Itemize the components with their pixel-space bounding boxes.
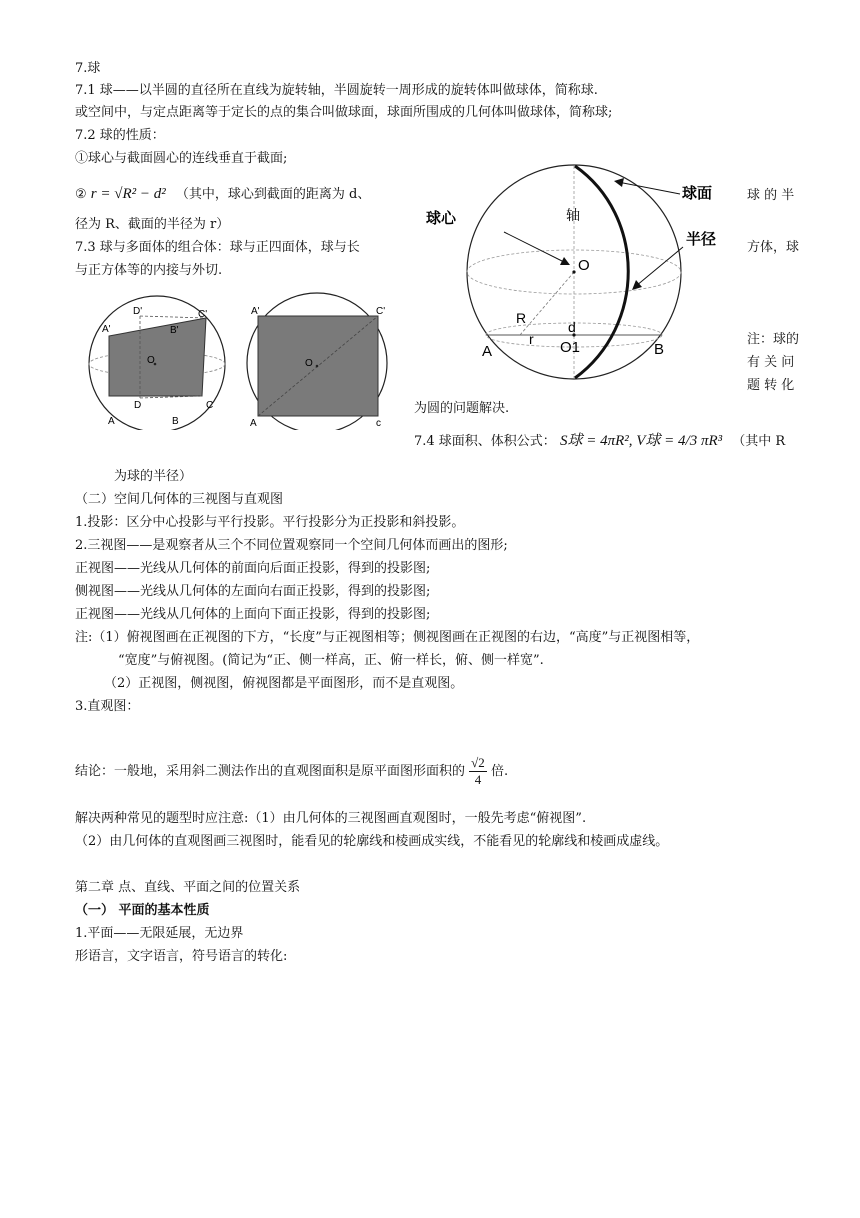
arrow-to-radius [636,247,683,286]
text-line: 3.直观图： [75,699,140,714]
conclusion-text: 结论：一般地，采用斜二测法作出的直观图面积是原平面图形面积的 [75,764,466,779]
text-line: 7.2 球的性质： [75,128,165,143]
sphere-section-formula: r = √R² − d² [90,186,166,202]
text-line: 正视图——光线从几何体的上面向下面正投影，得到的投影图; [75,607,431,622]
cube-diagonal-section [109,318,206,396]
hidden-edge [140,316,206,318]
section-heading-sphere: 7.球 [75,61,101,76]
text-line: （2）由几何体的直观图画三视图时，能看见的轮廓线和棱画成实线，不能看见的轮廓线和棱画成虚线。 [75,834,669,849]
text-line: 1.投影：区分中心投影与平行投影。平行投影分为正投影和斜投影。 [75,515,465,530]
text-line: 7.1 球——以半圆的直径所在直线为旋转轴，半圆旋转一周形成的旋转体叫做球体，简称球. [75,83,598,98]
formula-line [75,185,370,204]
text-line: 侧视图——光线从几何体的左面向右面正投影，得到的投影图; [75,584,431,599]
text-line: ①球心与截面圆心的连线垂直于截面; [75,151,288,166]
text-line: 或空间中，与定点距离等于定长的点的集合叫做球面，球面所围成的几何体叫做球体，简称球; [75,105,613,120]
arrow-to-center [504,232,566,263]
label-O: O [305,358,313,369]
label-C: C [206,400,214,411]
text-line: 1.平面——无限延展，无边界 [75,926,244,941]
text-line: 与正方体等的内接与外切. [75,263,223,278]
label-A: A [108,416,115,427]
label-R: R [516,310,527,326]
radius-R [520,272,574,335]
label-O: O [147,355,155,366]
circled-number: ② [75,187,87,202]
text-line: “宽度”与俯视图。(简记为“正、侧一样高，正、俯一样长，俯、侧一样宽”. [118,653,544,668]
fraction-numerator: √2 [471,755,485,770]
section-heading: （一） 平面的基本性质 [75,903,210,918]
text-fragment: 题 转 化 [747,378,795,393]
text-line: 注:（1）俯视图画在正视图的下方，“长度”与正视图相等；侧视图画在正视图的右边，“高度”与正视图相等， [75,630,700,645]
label-A1: A' [102,324,111,335]
label-axis: 轴 [566,208,580,224]
text-fragment: 注：球的 [747,332,800,347]
text-line: 为球的半径） [114,469,193,484]
label-A: A [482,343,493,360]
text-line: （2）正视图，侧视图，俯视图都是平面图形，而不是直观图。 [104,676,464,691]
chapter-heading: 第二章 点、直线、平面之间的位置关系 [75,880,301,895]
arrow-head [632,280,642,290]
text-line: 2.三视图——是观察者从三个不同位置观察同一个空间几何体而画出的图形; [75,538,508,553]
text-line: 径为 R、截面的半径为 r） [75,217,230,232]
text-line: 正视图——光线从几何体的前面向后面正投影，得到的投影图; [75,561,431,576]
arrow-to-surface [618,182,680,194]
label-D: D [134,400,142,411]
text-fragment: 球 的 半 [747,188,795,203]
label-sphere-surface: 球面 [682,184,713,202]
label-A: A [250,418,257,429]
formula-line [414,432,785,451]
formula-note: （其中，球心到截面的距离为 d、 [175,187,371,202]
fraction-denominator: 4 [474,772,482,787]
label-B: B [654,341,665,358]
text-line: 解决两种常见的题型时应注意:（1）由几何体的三视图画直观图时，一般先考虑“俯视图”. [75,811,587,826]
text-fragment: 方体，球 [747,240,800,255]
label-O: O [578,257,590,274]
label-sphere-center: 球心 [426,209,457,227]
text-fragment: 有 关 问 [747,355,795,370]
label-C1: C' [198,309,208,320]
label-d: d [568,319,576,335]
conclusion-suffix: 倍. [490,764,509,779]
label-D1: D' [133,306,143,317]
formula-note: （其中 R [732,434,786,449]
sphere-area-volume-formula: S球 = 4πR², V球 = 4/3 πR³ [559,433,723,449]
figure-cube-in-sphere [78,290,240,430]
conclusion-line [75,752,508,792]
label-B: B [172,416,179,427]
arrow-head [614,178,624,187]
figure-sphere-section [410,160,745,385]
label-radius: 半径 [686,230,717,248]
fraction-sqrt2-over-4 [469,755,487,788]
label-A1: A' [251,306,260,317]
label-O1: O1 [560,339,581,356]
formula-intro: 7.4 球面积、体积公式： [414,434,556,449]
text-line: 7.3 球与多面体的组合体：球与正四面体，球与长 [75,240,360,255]
center-point [316,365,319,368]
label-c: c [376,418,381,429]
label-B1: B' [170,325,179,336]
label-r: r [529,331,534,347]
figure-square-in-sphere [243,290,405,430]
section-heading: （二）空间几何体的三视图与直观图 [75,492,284,507]
label-C1: C' [376,306,386,317]
center-point [572,270,575,273]
text-line: 为圆的问题解决. [414,401,510,416]
text-line: 形语言，文字语言，符号语言的转化: [75,949,288,964]
